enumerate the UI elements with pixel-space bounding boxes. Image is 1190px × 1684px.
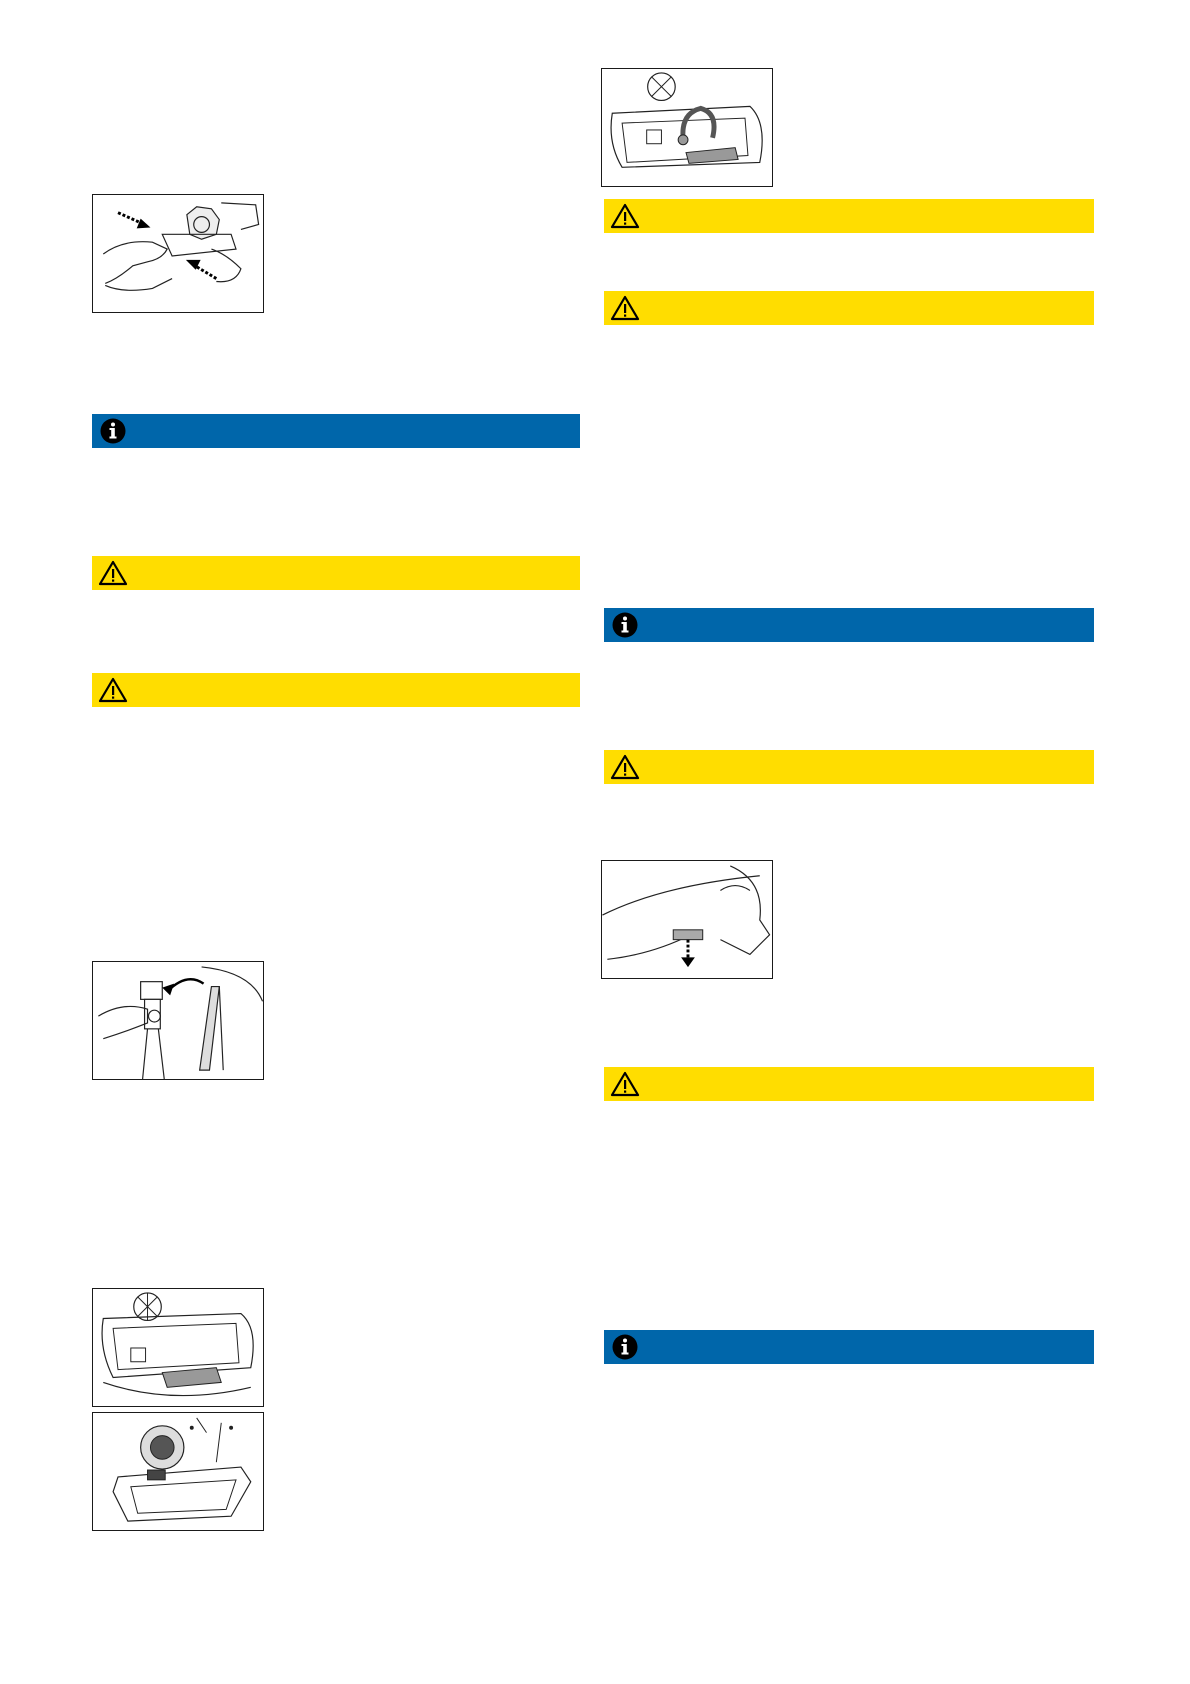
warning-notice-bar (92, 556, 580, 590)
figure-filter-remove (601, 860, 773, 979)
info-notice-bar (604, 1330, 1094, 1364)
info-notice-bar (92, 414, 580, 448)
figure-tank-open (92, 1288, 264, 1407)
warning-notice-bar (604, 1067, 1094, 1101)
info-icon (610, 611, 640, 639)
warning-notice-bar (604, 750, 1094, 784)
warning-triangle-icon (98, 559, 128, 587)
figure-nozzle-clip (92, 194, 264, 313)
warning-triangle-icon (98, 676, 128, 704)
warning-notice-bar (604, 199, 1094, 233)
filter-removal-illustration (602, 861, 772, 978)
warning-notice-bar (92, 673, 580, 707)
warning-notice-bar (604, 291, 1094, 325)
figure-tank-sensor (601, 68, 773, 187)
info-notice-bar (604, 608, 1094, 642)
warning-triangle-icon (610, 202, 640, 230)
tank-float-sensor-illustration (602, 69, 772, 186)
empty-tank-compartment-illustration (93, 1413, 263, 1530)
open-tank-compartment-illustration (93, 1289, 263, 1406)
warning-triangle-icon (610, 294, 640, 322)
info-icon (98, 417, 128, 445)
warning-triangle-icon (610, 753, 640, 781)
figure-hose-disconnect (92, 961, 264, 1080)
hands-pressing-clip-illustration (93, 195, 263, 312)
info-icon (610, 1333, 640, 1361)
warning-triangle-icon (610, 1070, 640, 1098)
hose-coupling-illustration (93, 962, 263, 1079)
figure-tank-empty (92, 1412, 264, 1531)
